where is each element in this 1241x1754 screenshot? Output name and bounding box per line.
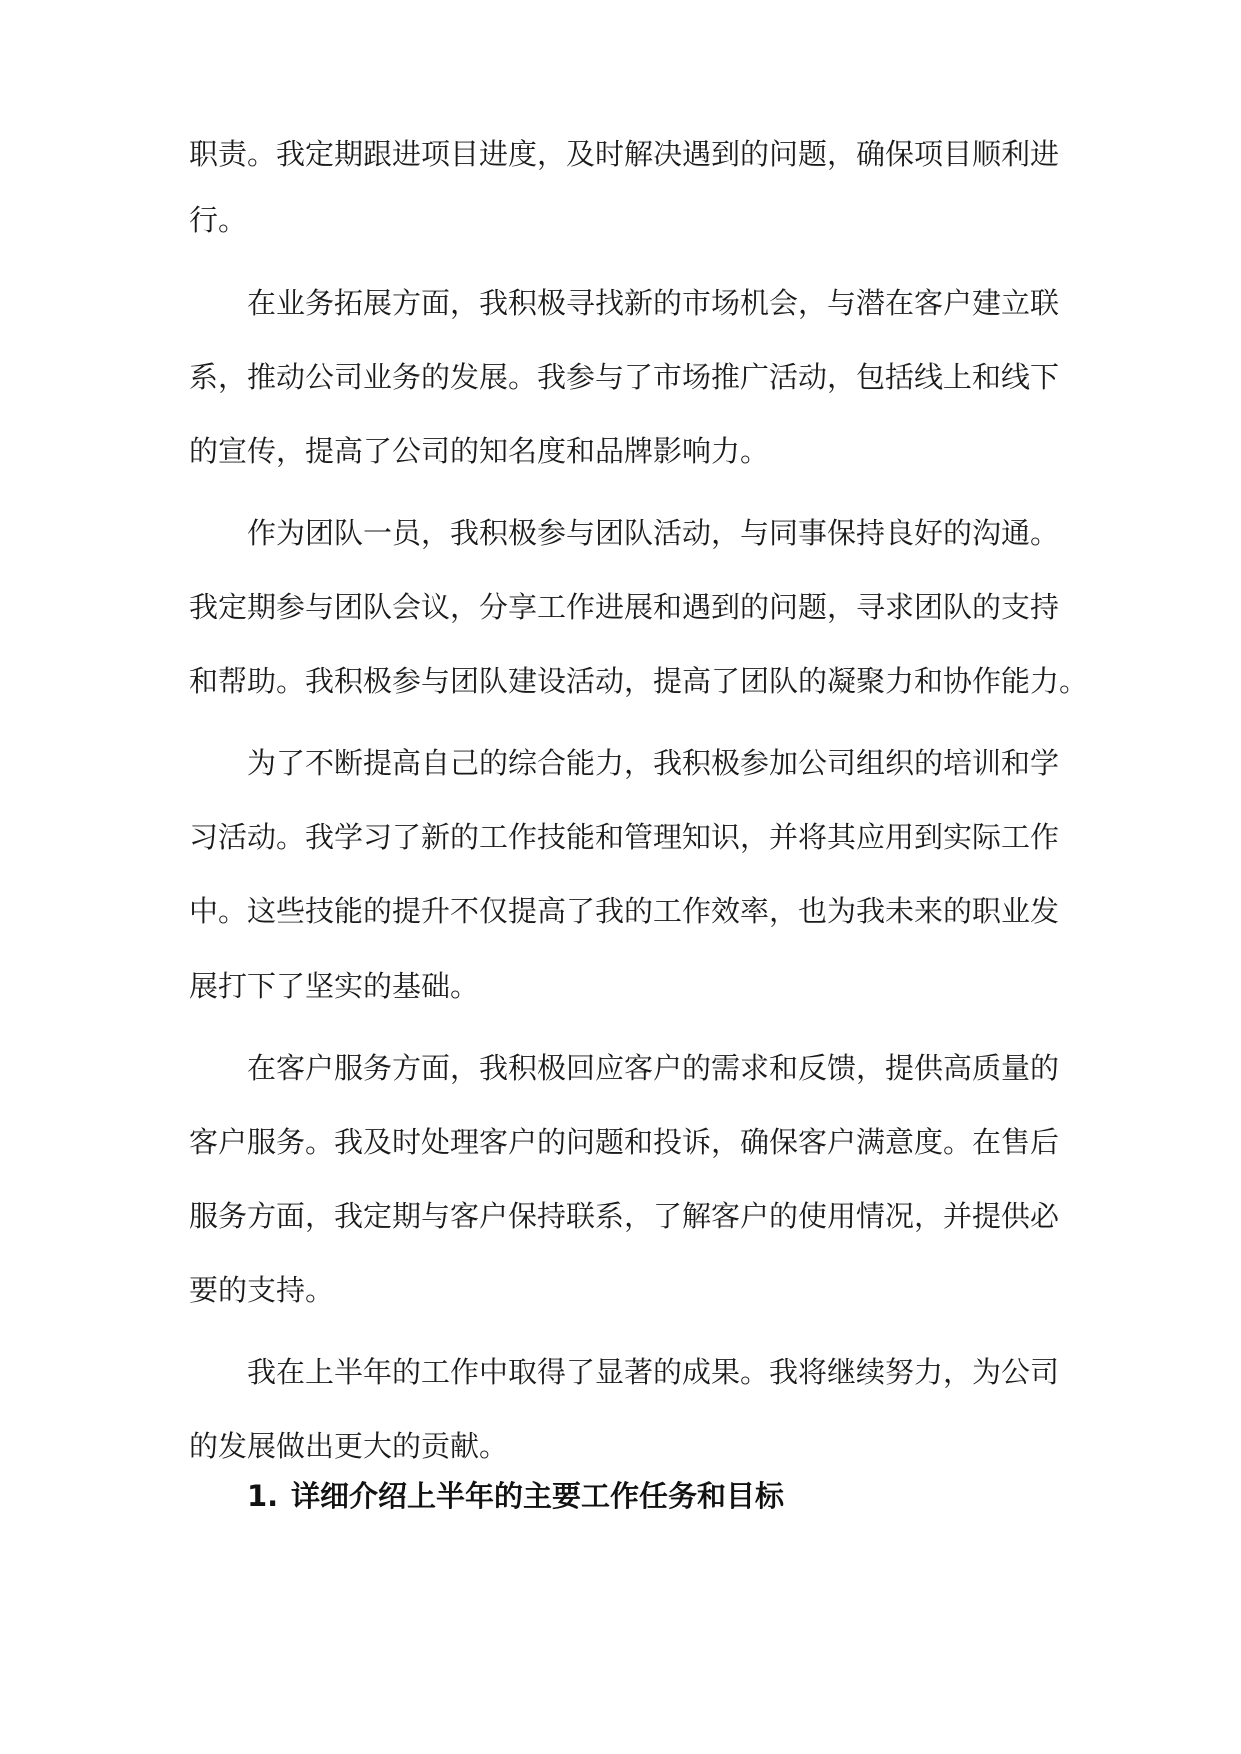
body-text-line: 在业务拓展方面，我积极寻找新的市场机会，与潜在客户建立联 xyxy=(247,286,1060,320)
body-text-line: 习活动。我学习了新的工作技能和管理知识，并将其应用到实际工作 xyxy=(189,820,1060,854)
body-text-line: 要的支持。 xyxy=(189,1273,335,1307)
body-text-line: 中。这些技能的提升不仅提高了我的工作效率，也为我未来的职业发 xyxy=(189,894,1060,928)
body-text-line: 在客户服务方面，我积极回应客户的需求和反馈，提供高质量的 xyxy=(247,1051,1060,1085)
body-text-line: 行。 xyxy=(189,203,248,237)
body-text-line: 展打下了坚实的基础。 xyxy=(189,969,480,1003)
section-heading-text: 详细介绍上半年的主要工作任务和目标 xyxy=(291,1479,785,1513)
section-heading xyxy=(247,1476,784,1516)
body-text-line: 我在上半年的工作中取得了显著的成果。我将继续努力，为公司 xyxy=(247,1355,1060,1389)
body-text-line: 服务方面，我定期与客户保持联系，了解客户的使用情况，并提供必 xyxy=(189,1199,1060,1233)
body-text-line: 职责。我定期跟进项目进度，及时解决遇到的问题，确保项目顺利进 xyxy=(189,137,1060,171)
body-text-line: 的发展做出更大的贡献。 xyxy=(189,1429,509,1463)
body-text-line: 为了不断提高自己的综合能力，我积极参加公司组织的培训和学 xyxy=(247,746,1060,780)
body-text-line: 的宣传，提高了公司的知名度和品牌影响力。 xyxy=(189,434,770,468)
body-text-line: 我定期参与团队会议，分享工作进展和遇到的问题，寻求团队的支持 xyxy=(189,590,1060,624)
body-text-line: 客户服务。我及时处理客户的问题和投诉，确保客户满意度。在售后 xyxy=(189,1125,1060,1159)
body-text-line: 系，推动公司业务的发展。我参与了市场推广活动，包括线上和线下 xyxy=(189,360,1060,394)
body-text-line: 和帮助。我积极参与团队建设活动，提高了团队的凝聚力和协作能力。 xyxy=(189,664,1089,698)
section-heading-number: 1. xyxy=(247,1479,279,1513)
body-text-line: 作为团队一员，我积极参与团队活动，与同事保持良好的沟通。 xyxy=(247,516,1060,550)
